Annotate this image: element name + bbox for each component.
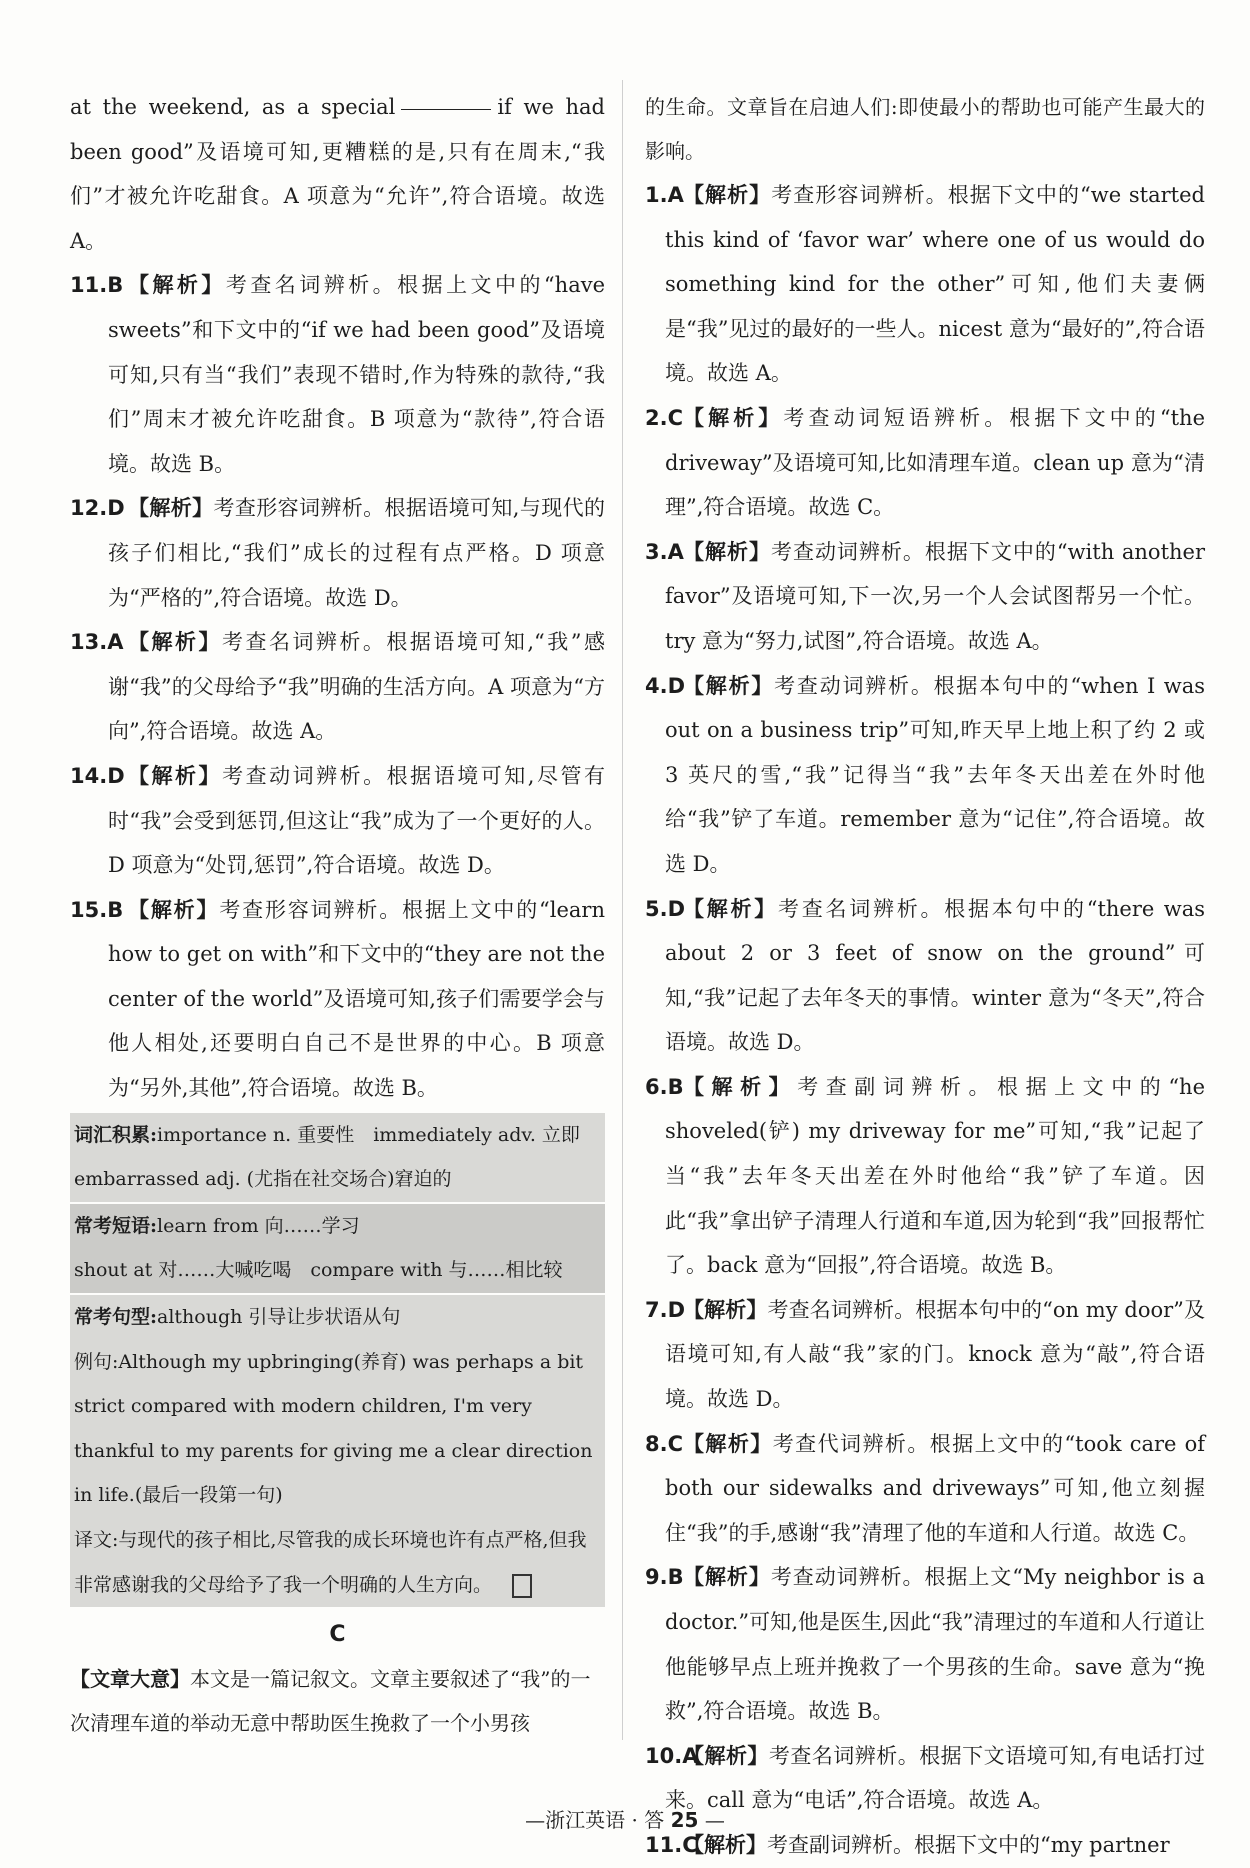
answer-item-r10: 10.A 【解析】考查名词辨析。根据下文语境可知,有电话打过来。call 意为“电话”,符合语境。故选 A。 <box>645 1742 1205 1813</box>
answer-item-r9: 9.B 【解析】考查动词辨析。根据上文“My neighbor is a doctor.”可知,他是医生,因此“我”清理过的车道和人行道让他能够早点上班并挽救了一个男孩的生命。save 意为“挽救”,符合语境。故选 B。 <box>645 1564 1206 1724</box>
blank-line <box>401 108 491 110</box>
page-number: 25 <box>670 1808 699 1832</box>
summary-continuation: 的生命。文章旨在启迪人们:即使最小的帮助也可能产生最大的影响。 <box>645 95 1205 163</box>
section-letter: C <box>329 1622 346 1648</box>
intro-paragraph: at the weekend, as a special if we had been good”及语境可知,更糟糕的是,只有在周末,“我们”才被允许吃甜食。A 项意为“允许”,符合语境。故选 A。 <box>70 95 605 253</box>
answer-item-r2: 2.C 【解析】考查动词短语辨析。根据下文中的“the driveway”及语境可知,比如清理车道。clean up 意为“清理”,符合语境。故选 C。 <box>645 404 1206 520</box>
answer-item-r3: 3.A 【解析】考查动词辨析。根据下文中的“with another favor”及语境可知,下一次,另一个人会试图帮另一个忙。try 意为“努力,试图”,符合语境。故选 A。 <box>645 538 1206 653</box>
answer-item-13: 13.A 【解析】考查名词辨析。根据语境可知,“我”感谢“我”的父母给予“我”明确的生活方向。A 项意为“方向”,符合语境。故选 A。 <box>70 629 605 744</box>
answer-item-r1: 1.A 【解析】考查形容词辨析。根据下文中的“we started this kind of ‘favor war’ where one of us would do something kind for the other”可知,他们夫妻俩是“我”见过的最好的一些人。nicest 意为“最好的”,符合语境。故选 A。 <box>645 182 1205 386</box>
answer-item-14: 14.D 【解析】考查动词辨析。根据语境可知,尽管有时“我”会受到惩罚,但这让“我”成为了一个更好的人。D 项意为“处罚,惩罚”,符合语境。故选 D。 <box>70 762 605 878</box>
checkbox-icon <box>512 1574 532 1598</box>
article-summary: 【文章大意】本文是一篇记叙文。文章主要叙述了“我”的一次清理车道的举动无意中帮助医生挽救了一个小男孩 <box>70 1667 591 1736</box>
answer-item-r6: 6.B 【解析】考查副词辨析。根据上文中的“he shoveled(铲) my driveway for me”可知,“我”记起了当“我”去年冬天出差在外时他给“我”铲了车道。因此“我”拿出铲子清理人行道和车道,因为轮到“我”回报帮忙了。back 意为“回报”,符合语境。故选 B。 <box>645 1073 1206 1278</box>
vocab-box: 词汇积累:importance n. 重要性 immediately adv. 立即 embarrassed adj. (尤指在社交场合)窘迫的 <box>70 1113 605 1202</box>
left-column <box>70 85 605 1745</box>
answer-item-r11: 11.C 【解析】考查副词辨析。根据下文中的“my partner <box>645 1831 1170 1857</box>
phrases-box: 常考短语:learn from 向……学习 shout at 对……大喊吃喝 compare with 与……相比较 <box>70 1204 605 1293</box>
column-divider <box>622 80 623 1740</box>
answer-item-r8: 8.C 【解析】考查代词辨析。根据上文中的“took care of both our sidewalks and driveways”可知,他立刻握住“我”的手,感谢“我”清理了他的车道和人行道。故选 C。 <box>645 1430 1205 1545</box>
pattern-box: 常考句型:although 引导让步状语从句 例句:Although my upbringing(养育) was perhaps a bit strict compared with modern children, I'm very thankful to my parents for giving me a clear direction in life.(最后一段第一句) 译文:与现代的孩子相比,尽管我的成长环境也许有点严格,但我非常感谢我的父母给予了我一个明确的人生方向。 <box>70 1295 605 1607</box>
answer-item-11: 11.B 【解析】考查名词辨析。根据上文中的“have sweets”和下文中的“if we had been good”及语境可知,只有当“我们”表现不错时,作为特殊的款待,“我们”周末才被允许吃甜食。B 项意为“款待”,符合语境。故选 B。 <box>70 272 606 476</box>
answer-item-r4: 4.D 【解析】考查动词辨析。根据本句中的“when I was out on a business trip”可知,昨天早上地上积了约 2 或 3 英尺的雪,“我”记得当“我”去年冬天出差在外时他给“我”铲了车道。remember 意为“记住”,符合语境。故选 D。 <box>645 672 1206 876</box>
answer-item-12: 12.D 【解析】考查形容词辨析。根据语境可知,与现代的孩子们相比,“我们”成长的过程有点严格。D 项意为“严格的”,符合语境。故选 D。 <box>70 495 605 610</box>
page-footer: —浙江英语 · 答 25 — <box>525 1808 725 1832</box>
answer-item-15: 15.B 【解析】考查形容词辨析。根据上文中的“learn how to get on with”和下文中的“they are not the center of the world”及语境可知,孩子们需要学会与他人相处,还要明白自己不是世界的中心。B 项意为“另外,其他”,符合语境。故选 B。 <box>70 896 605 1101</box>
right-column <box>645 85 1205 1868</box>
answer-item-r5: 5.D 【解析】考查名词辨析。根据本句中的“there was about 2 or 3 feet of snow on the ground”可知,“我”记起了去年冬天的事情。winter 意为“冬天”,符合语境。故选 D。 <box>645 895 1206 1055</box>
answer-item-r7: 7.D 【解析】考查名词辨析。根据本句中的“on my door”及语境可知,有人敲“我”家的门。knock 意为“敲”,符合语境。故选 D。 <box>645 1296 1205 1412</box>
